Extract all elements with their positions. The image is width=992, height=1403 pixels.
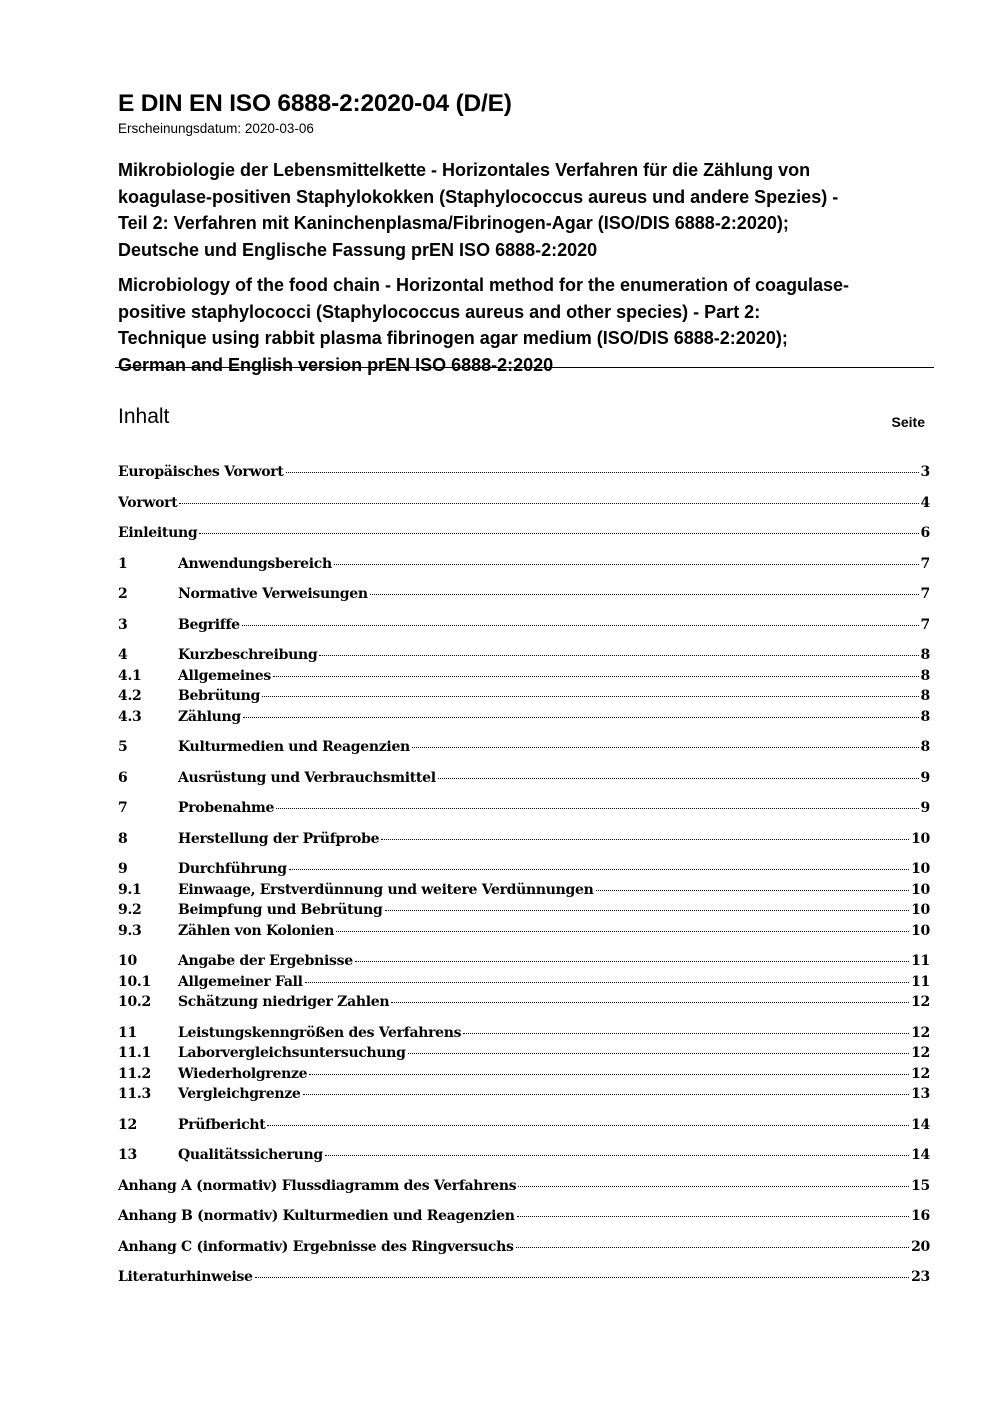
- toc-entry-title: Kulturmedien und Reagenzien: [178, 739, 410, 755]
- toc-dot-leader: [242, 625, 919, 626]
- toc-entry-title: Beimpfung und Bebrütung: [178, 902, 383, 918]
- toc-entry-title: Durchführung: [178, 861, 287, 877]
- toc-dot-leader: [286, 472, 919, 473]
- title-german: [118, 157, 938, 263]
- toc-entry-number: 13: [118, 1147, 137, 1163]
- toc-entry-title: Anhang B (normativ) Kulturmedien und Reagenzien: [118, 1208, 515, 1224]
- toc-entry[interactable]: [118, 770, 930, 791]
- toc-entry-number: 6: [118, 769, 128, 786]
- toc-entry-page: 16: [911, 1208, 930, 1224]
- toc-entry-title: Allgemeiner Fall: [178, 973, 303, 990]
- toc-entry-page: 10: [911, 861, 930, 877]
- title-german-line: Mikrobiologie der Lebensmittelkette - Horizontales Verfahren für die Zählung von: [118, 160, 811, 180]
- toc-entry-title: Einwaage, Erstverdünnung und weitere Verdünnungen: [178, 881, 594, 898]
- document-code: E DIN EN ISO 6888-2:2020-04 (D/E): [118, 90, 512, 117]
- toc-heading: Inhalt: [118, 405, 170, 428]
- toc-entry-page: 11: [911, 973, 930, 990]
- toc-entry-number: 4.3: [118, 708, 142, 725]
- toc-entry-title: Laborvergleichsuntersuchung: [178, 1045, 406, 1061]
- toc-dot-leader: [355, 961, 909, 962]
- toc-entry-title: Zählen von Kolonien: [178, 922, 335, 939]
- toc-entry-page: 7: [920, 586, 930, 602]
- toc-entry[interactable]: [118, 1086, 930, 1107]
- toc-entry-title: Herstellung der Prüfprobe: [178, 830, 380, 847]
- toc-entry-page: 10: [911, 922, 930, 939]
- toc-entry[interactable]: [118, 1178, 930, 1199]
- toc-entry[interactable]: [118, 831, 930, 852]
- toc-entry-page: 7: [920, 616, 930, 633]
- toc-entry-number: 9.1: [118, 881, 142, 898]
- toc-entry-title: Vorwort: [118, 494, 178, 511]
- toc-entry-page: 14: [911, 1116, 930, 1133]
- toc-entry-number: 4.1: [118, 667, 142, 684]
- toc-entry[interactable]: [118, 688, 930, 709]
- toc-entry-page: 23: [911, 1269, 930, 1285]
- table-of-contents: [118, 464, 930, 1290]
- toc-dot-leader: [255, 1277, 909, 1278]
- toc-entry-number: 3: [118, 616, 128, 633]
- toc-dot-leader: [408, 1053, 909, 1054]
- toc-entry-title: Leistungskenngrößen des Verfahrens: [178, 1024, 462, 1041]
- toc-entry[interactable]: [118, 1025, 930, 1046]
- toc-entry-title: Europäisches Vorwort: [118, 464, 284, 480]
- toc-entry[interactable]: [118, 668, 930, 689]
- toc-entry[interactable]: [118, 1269, 930, 1290]
- toc-dot-leader: [309, 1074, 909, 1075]
- toc-entry-number: 8: [118, 830, 128, 847]
- toc-entry-page: 6: [920, 525, 930, 541]
- toc-dot-leader: [179, 503, 918, 504]
- toc-entry-number: 4: [118, 647, 128, 663]
- toc-entry-number: 11.2: [118, 1065, 151, 1082]
- toc-entry[interactable]: [118, 1117, 930, 1138]
- toc-entry-title: Prüfbericht: [178, 1116, 266, 1133]
- title-divider: [115, 367, 934, 368]
- toc-dot-leader: [463, 1033, 909, 1034]
- toc-dot-leader: [381, 839, 909, 840]
- toc-entry[interactable]: [118, 647, 930, 668]
- title-english-line: Microbiology of the food chain - Horizontal method for the enumeration of coagulase-: [118, 275, 850, 295]
- title-english-line: Technique using rabbit plasma fibrinogen agar medium (ISO/DIS 6888-2:2020);: [118, 328, 788, 348]
- toc-entry-page: 3: [920, 464, 930, 480]
- toc-dot-leader: [391, 1002, 909, 1003]
- toc-entry[interactable]: [118, 586, 930, 607]
- toc-entry-page: 8: [920, 739, 930, 755]
- toc-entry[interactable]: [118, 739, 930, 760]
- toc-entry-title: Ausrüstung und Verbrauchsmittel: [178, 769, 436, 786]
- toc-entry[interactable]: [118, 882, 930, 903]
- toc-entry-number: 10.1: [118, 973, 151, 990]
- toc-entry-page: 15: [911, 1177, 930, 1194]
- toc-entry-title: Anwendungsbereich: [178, 555, 332, 572]
- toc-dot-leader: [303, 1094, 910, 1095]
- toc-entry-page: 10: [911, 881, 930, 898]
- toc-entry-page: 11: [911, 953, 930, 969]
- toc-entry-page: 10: [911, 830, 930, 847]
- toc-dot-leader: [516, 1247, 909, 1248]
- toc-entry[interactable]: [118, 495, 930, 516]
- toc-dot-leader: [325, 1155, 909, 1156]
- toc-entry-title: Vergleichgrenze: [178, 1086, 301, 1102]
- toc-entry[interactable]: [118, 902, 930, 923]
- toc-entry-page: 12: [911, 1045, 930, 1061]
- toc-entry-title: Allgemeines: [178, 667, 271, 684]
- toc-entry-title: Qualitätssicherung: [178, 1147, 323, 1163]
- toc-entry-number: 7: [118, 800, 128, 816]
- title-german-line: koagulase-positiven Staphylokokken (Staphylococcus aureus und andere Spezies) -: [118, 186, 839, 207]
- title-english-line: German and English version prEN ISO 6888-2:2020: [118, 354, 554, 375]
- title-english-line: positive staphylococci (Staphylococcus aureus and other species) - Part 2:: [118, 301, 761, 322]
- toc-entry-title: Literaturhinweise: [118, 1269, 253, 1285]
- toc-entry-page: 8: [920, 708, 930, 725]
- toc-entry-page: 9: [920, 800, 930, 816]
- toc-entry-page: 13: [911, 1086, 930, 1102]
- toc-entry-page: 12: [911, 994, 930, 1010]
- toc-entry[interactable]: [118, 861, 930, 882]
- toc-entry[interactable]: [118, 556, 930, 577]
- toc-entry-title: Begriffe: [178, 616, 240, 633]
- toc-entry-number: 1: [118, 555, 128, 572]
- toc-entry-page: 10: [911, 902, 930, 918]
- title-german-line: Deutsche und Englische Fassung prEN ISO 6888-2:2020: [118, 239, 598, 260]
- title-german-line: Teil 2: Verfahren mit Kaninchenplasma/Fibrinogen-Agar (ISO/DIS 6888-2:2020);: [118, 213, 789, 233]
- toc-dot-leader: [273, 676, 919, 677]
- toc-entry[interactable]: [118, 1147, 930, 1168]
- toc-entry-number: 9: [118, 861, 128, 877]
- toc-entry[interactable]: [118, 994, 930, 1015]
- toc-entry-title: Anhang C (informativ) Ergebnisse des Ringversuchs: [118, 1238, 514, 1255]
- toc-dot-leader: [289, 869, 909, 870]
- toc-entry-number: 10: [118, 953, 137, 969]
- toc-dot-leader: [370, 594, 919, 595]
- toc-dot-leader: [243, 717, 919, 718]
- toc-entry-title: Kurzbeschreibung: [178, 647, 318, 663]
- toc-entry-number: 10.2: [118, 994, 151, 1010]
- publication-date: Erscheinungsdatum: 2020-03-06: [118, 121, 314, 136]
- toc-entry-page: 14: [911, 1147, 930, 1163]
- toc-entry-number: 11.3: [118, 1086, 151, 1102]
- toc-dot-leader: [276, 808, 918, 809]
- toc-dot-leader: [385, 910, 910, 911]
- toc-entry[interactable]: [118, 1066, 930, 1087]
- toc-entry-page: 12: [911, 1024, 930, 1041]
- toc-dot-leader: [412, 747, 919, 748]
- toc-entry-number: 11.1: [118, 1045, 151, 1061]
- toc-entry-page: 8: [920, 667, 930, 684]
- toc-entry-number: 12: [118, 1116, 137, 1133]
- toc-dot-leader: [262, 696, 919, 697]
- toc-dot-leader: [267, 1125, 909, 1126]
- toc-dot-leader: [336, 931, 909, 932]
- toc-entry-title: Schätzung niedriger Zahlen: [178, 994, 390, 1010]
- toc-dot-leader: [438, 778, 919, 779]
- toc-entry[interactable]: [118, 525, 930, 546]
- toc-dot-leader: [334, 564, 919, 565]
- toc-dot-leader: [305, 982, 909, 983]
- toc-dot-leader: [199, 533, 918, 534]
- toc-entry[interactable]: [118, 800, 930, 821]
- toc-entry-title: Normative Verweisungen: [178, 586, 368, 602]
- toc-entry[interactable]: [118, 1045, 930, 1066]
- toc-entry-title: Angabe der Ergebnisse: [178, 953, 353, 969]
- toc-entry-page: 20: [911, 1238, 930, 1255]
- toc-entry[interactable]: [118, 617, 930, 638]
- toc-entry[interactable]: [118, 1239, 930, 1260]
- toc-entry-page: 9: [920, 769, 930, 786]
- toc-entry-title: Einleitung: [118, 525, 198, 541]
- toc-entry-title: Bebrütung: [178, 688, 260, 704]
- toc-entry-number: 11: [118, 1024, 137, 1041]
- toc-entry-page: 12: [911, 1065, 930, 1082]
- toc-entry[interactable]: [118, 464, 930, 485]
- toc-entry-title: Probenahme: [178, 800, 275, 816]
- toc-entry[interactable]: [118, 709, 930, 730]
- toc-entry-number: 4.2: [118, 688, 142, 704]
- toc-entry[interactable]: [118, 953, 930, 974]
- toc-entry-title: Wiederholgrenze: [178, 1065, 308, 1082]
- toc-entry-page: 8: [920, 647, 930, 663]
- toc-entry[interactable]: [118, 974, 930, 995]
- toc-entry-number: 5: [118, 739, 128, 755]
- toc-entry-page: 8: [920, 688, 930, 704]
- toc-dot-leader: [319, 655, 918, 656]
- toc-entry-page: 4: [920, 494, 930, 511]
- toc-entry[interactable]: [118, 923, 930, 944]
- toc-entry-number: 9.2: [118, 902, 142, 918]
- toc-entry-number: 2: [118, 586, 128, 602]
- toc-dot-leader: [518, 1186, 909, 1187]
- toc-entry-page: 7: [920, 555, 930, 572]
- toc-entry-title: Zählung: [178, 708, 241, 725]
- toc-page-column-label: Seite: [891, 414, 925, 430]
- toc-entry-number: 9.3: [118, 922, 142, 939]
- title-english: [118, 272, 938, 378]
- toc-dot-leader: [596, 890, 910, 891]
- toc-dot-leader: [517, 1216, 910, 1217]
- toc-entry[interactable]: [118, 1208, 930, 1229]
- toc-entry-title: Anhang A (normativ) Flussdiagramm des Verfahrens: [118, 1177, 517, 1194]
